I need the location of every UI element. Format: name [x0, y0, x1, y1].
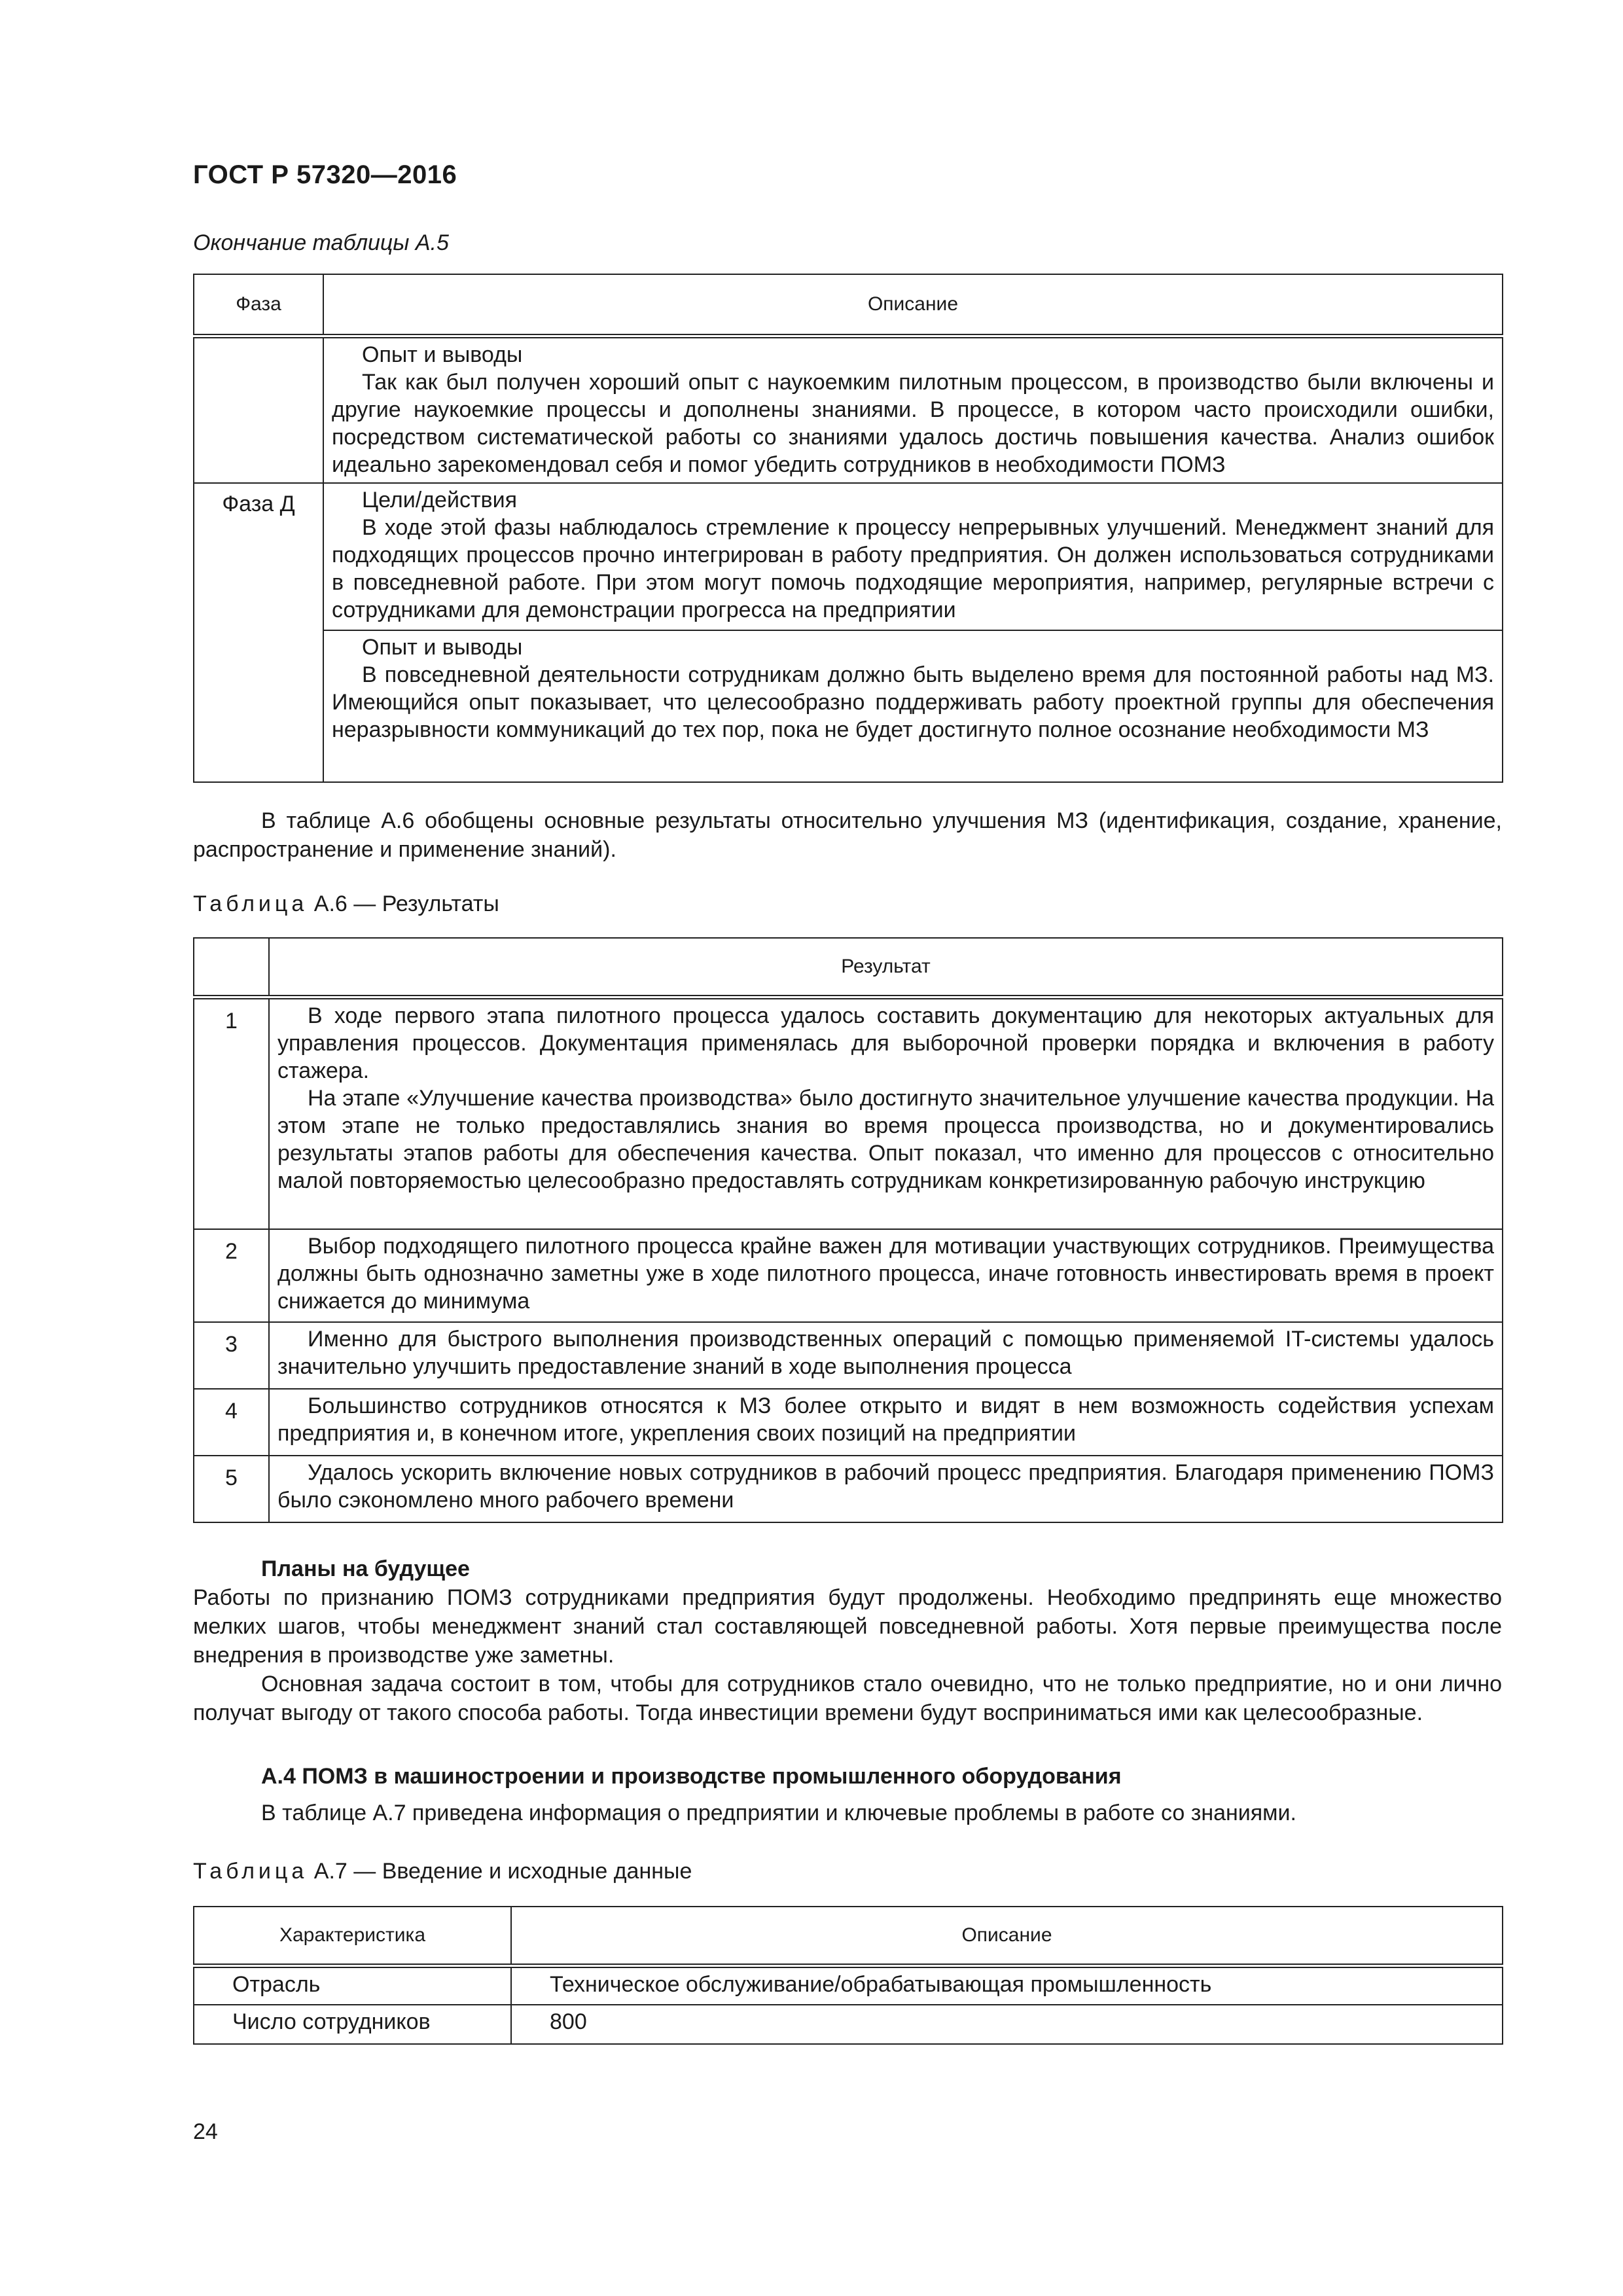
table-a7-caption-title: А.7 — Введение и исходные данные — [313, 1859, 692, 1884]
table-a5-header-description: Описание — [323, 274, 1503, 336]
table-a5-row-1-text: Так как был получен хороший опыт с наукоемким пилотным процессом, в производство были включены и другие наукоемкие процессы и дополнены знаниями. В процессе, в котором часто происходили ошибки, посредством систематической работы со знаниями удалось достичь повышения качества. Анализ ошибок идеально зарекомендовал себя и помог убедить сотрудников в необходимости ПОМЗ — [332, 369, 1494, 477]
section-a4-intro: В таблице А.7 приведена информация о предприятии и ключевые проблемы в работе со знаниями. — [261, 1801, 1296, 1825]
table-a6-row-number: 5 — [194, 1456, 269, 1522]
document-id: ГОСТ Р 57320—2016 — [193, 160, 457, 189]
table-a6-row-number: 3 — [194, 1322, 269, 1389]
table-a5-caption: Окончание таблицы А.5 — [193, 230, 449, 255]
table-a5-row-3 — [194, 630, 1503, 782]
table-a6-row-number: 2 — [194, 1229, 269, 1322]
table-a5-row-3-text: В повседневной деятельности сотрудникам должно быть выделено время для постоянной работы над МЗ. Имеющийся опыт показывает, что целесообразно поддерживать работу проектной группы для обеспечения неразрывности коммуникаций до тех пор, пока не будет достигнуто полное осознание необходимости МЗ — [332, 662, 1494, 742]
table-a6-row-result — [269, 1389, 1503, 1456]
table-a6 — [193, 937, 1503, 1523]
future-plans-paragraph-1: Работы по признанию ПОМЗ сотрудниками предприятия будут продолжены. Необходимо предпринять еще множество мелких шагов, чтобы менеджмент знаний стал составляющей повседневной работы. Хотя первые преимущества после внедрения в производстве уже заметны. — [193, 1585, 1502, 1668]
table-a6-row — [194, 1389, 1503, 1456]
table-a6-row-result — [269, 1456, 1503, 1522]
table-a6-row-result-p1: Удалось ускорить включение новых сотрудников в рабочий процесс предприятия. Благодаря применению ПОМЗ было сэкономлено много рабочего времени — [277, 1460, 1494, 1513]
table-a6-row-result-p1: Выбор подходящего пилотного процесса крайне важен для мотивации участвующих сотрудников. Преимущества должны быть однозначно заметны уже в ходе пилотного процесса, иначе готовность инвестировать время в проект снижается до минимума — [277, 1234, 1494, 1314]
table-a5-row-2 — [194, 483, 1503, 630]
table-a5-row-1-description — [323, 336, 1503, 483]
table-a6-row — [194, 1229, 1503, 1322]
table-a6-caption-label: Таблица — [193, 891, 308, 916]
table-a7-header-characteristic: Характеристика — [194, 1907, 511, 1965]
table-a5-row-1-phase — [194, 336, 323, 483]
table-a7-header-description: Описание — [511, 1907, 1503, 1965]
section-a4-heading: А.4 ПОМЗ в машиностроении и производстве промышленного оборудования — [261, 1764, 1122, 1789]
table-a6-caption-title: А.6 — Результаты — [313, 891, 499, 916]
table-a7-row-characteristic: Число сотрудников — [194, 2005, 511, 2044]
table-a6-row — [194, 1456, 1503, 1522]
table-a6-row-result-p1: В ходе первого этапа пилотного процесса удалось составить документацию для некоторых актуальных для управления процессов. Документация применялась для выборочной проверки порядка и включения в работу стажера. — [277, 1003, 1494, 1083]
table-a5 — [193, 274, 1503, 783]
future-plans-paragraph-2: Основная задача состоит в том, чтобы для сотрудников стало очевидно, что не только предприятие, но и они лично получат выгоду от такого способа работы. Тогда инвестиции времени будут восприниматься ими как целесообразные. — [193, 1672, 1502, 1725]
future-plans-heading: Планы на будущее — [261, 1556, 470, 1581]
table-a7-row — [194, 2005, 1503, 2044]
page-number: 24 — [193, 2119, 218, 2144]
table-a5-row-2-text: В ходе этой фазы наблюдалось стремление к процессу непрерывных улучшений. Менеджмент знаний для подходящих процессов прочно интегрирован в работу предприятия. Он должен использоваться сотрудниками в повседневной работе. При этом могут помочь подходящие мероприятия, например, регулярные встречи с сотрудниками для демонстрации прогресса на предприятии — [332, 515, 1494, 622]
table-a5-row-3-description — [323, 630, 1503, 782]
table-a5-header-phase: Фаза — [194, 274, 323, 336]
table-a6-intro-text: В таблице А.6 обобщены основные результаты относительно улучшения МЗ (идентификация, создание, хранение, распространение и применение знаний). — [193, 808, 1502, 862]
table-a5-row-2-title: Цели/действия — [362, 488, 517, 512]
table-a6-row — [194, 1322, 1503, 1389]
table-a6-row — [194, 997, 1503, 1229]
table-a7-row-description: 800 — [511, 2005, 1503, 2044]
table-a6-header-result: Результат — [269, 938, 1503, 997]
table-a6-row-result — [269, 1229, 1503, 1322]
table-a5-row-2-phase: Фаза Д — [194, 483, 323, 782]
section-a4 — [193, 1762, 1502, 1827]
table-a6-row-result-p1: Большинство сотрудников относятся к МЗ более открыто и видят в нем возможность содействия успехам предприятия и, в конечном итоге, укрепления своих позиций на предприятии — [277, 1393, 1494, 1446]
table-a7 — [193, 1906, 1503, 2045]
table-a6-row-number: 1 — [194, 997, 269, 1229]
table-a6-row-result-p1: Именно для быстрого выполнения производственных операций с помощью применяемой IT-системы удалось значительно улучшить предоставление знаний в ходе выполнения процесса — [277, 1327, 1494, 1379]
table-a6-row-result-p2: На этапе «Улучшение качества производства» было достигнуто значительное улучшение качества продукции. На этом этапе не только предоставлялись знания во время процесса производства, но и документировались результаты этапов работы для обеспечения качества. Опыт показал, что именно для процессов с относительно малой повторяемостью целесообразно предоставлять сотрудникам конкретизированную рабочую инструкцию — [277, 1085, 1494, 1193]
table-a6-row-number: 4 — [194, 1389, 269, 1456]
future-plans-section — [193, 1554, 1502, 1727]
table-a7-row-description: Техническое обслуживание/обрабатывающая промышленность — [511, 1965, 1503, 2005]
table-a5-row-3-title: Опыт и выводы — [362, 635, 523, 660]
table-a7-row — [194, 1965, 1503, 2005]
table-a5-row-1 — [194, 336, 1503, 483]
table-a6-header-number — [194, 938, 269, 997]
table-a6-caption — [193, 891, 499, 917]
table-a7-caption — [193, 1859, 692, 1884]
table-a7-row-characteristic: Отрасль — [194, 1965, 511, 2005]
table-a5-row-2-description — [323, 483, 1503, 630]
table-a6-row-result — [269, 1322, 1503, 1389]
table-a6-row-result — [269, 997, 1503, 1229]
table-a6-intro — [193, 806, 1502, 864]
table-a7-caption-label: Таблица — [193, 1859, 308, 1884]
table-a5-row-1-title: Опыт и выводы — [362, 342, 523, 367]
